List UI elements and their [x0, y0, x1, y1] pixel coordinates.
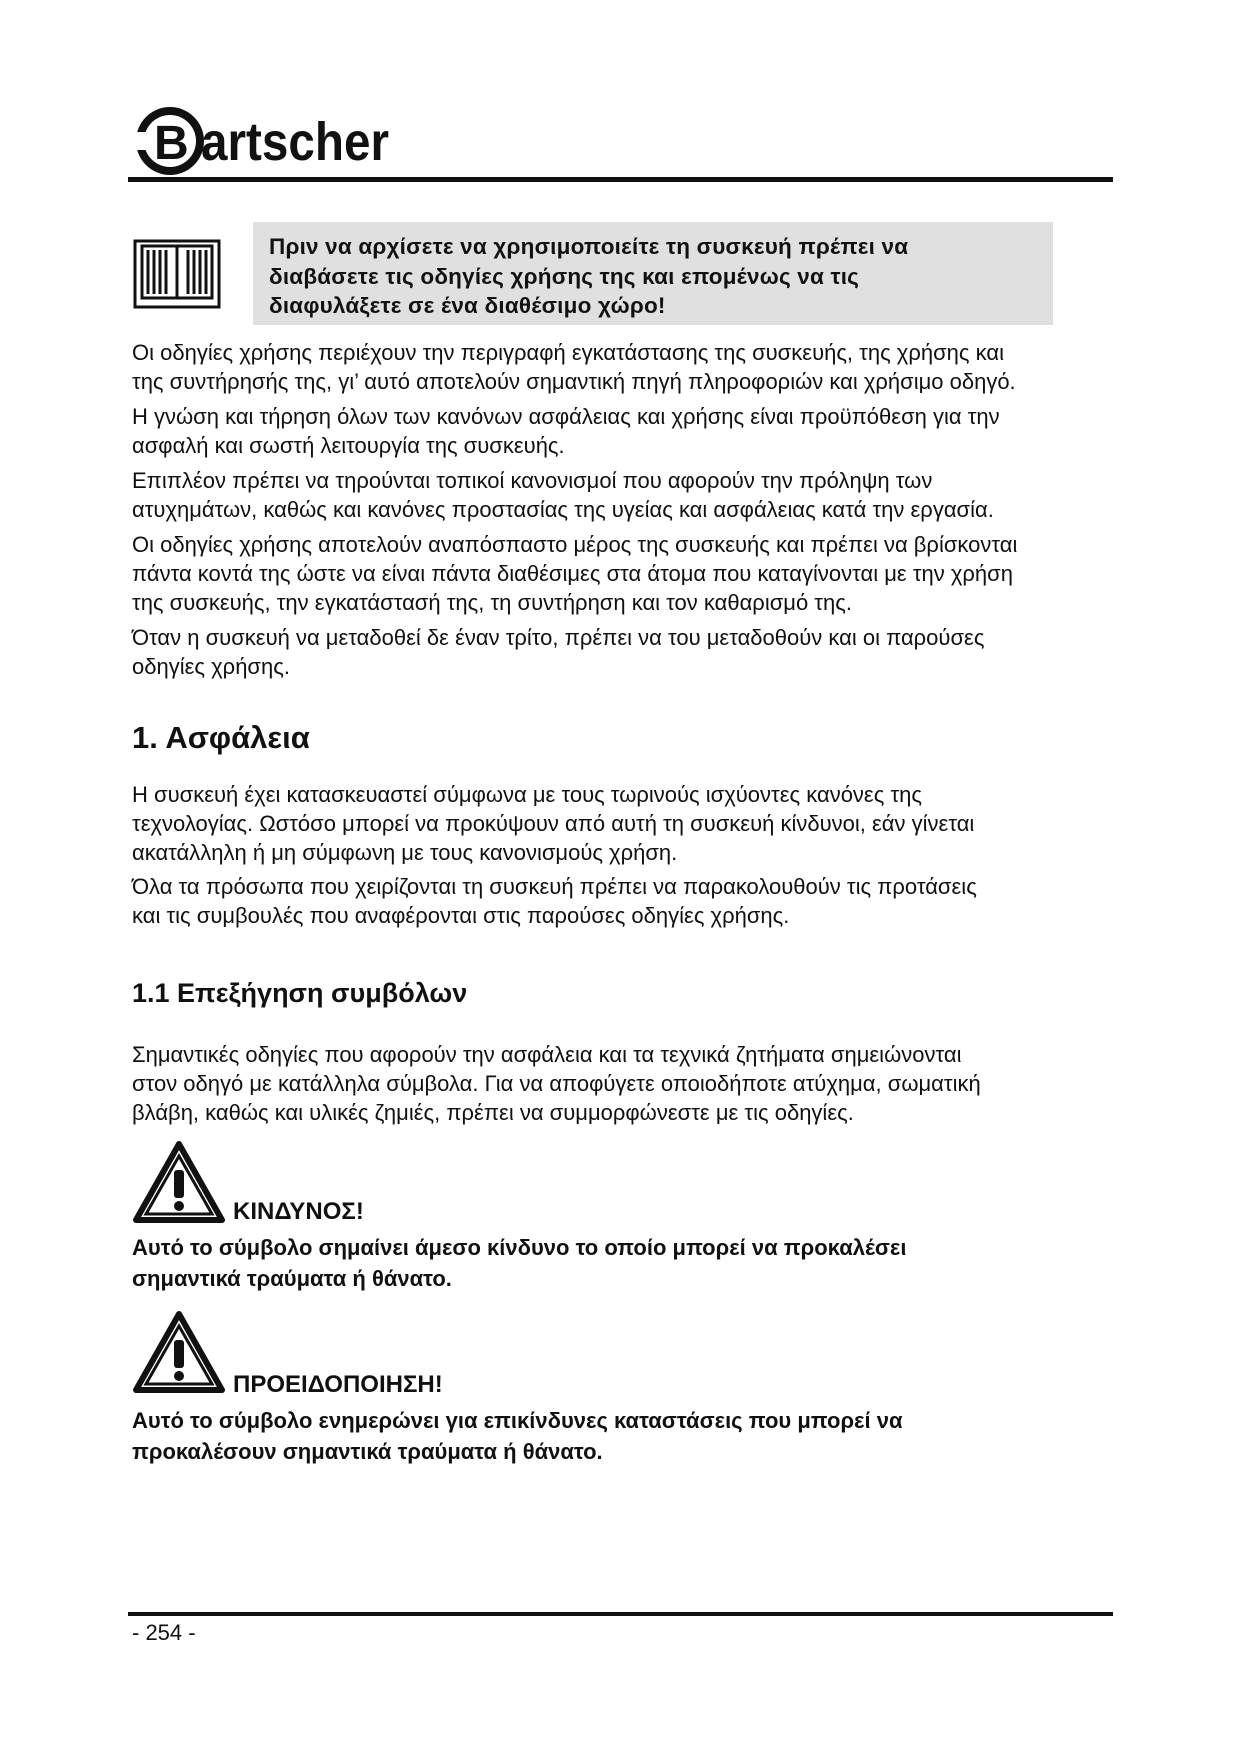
- notice-line: Πριν να αρχίσετε να χρησιμοποιείτε τη συσκευή πρέπει να: [269, 234, 909, 259]
- text-line: σημαντικά τραύματα ή θάνατο.: [132, 1266, 452, 1291]
- notice-line: διαβάσετε τις οδηγίες χρήσης της και επομένως να τις: [269, 263, 860, 289]
- text-line: Η γνώση και τήρηση όλων των κανόνων ασφάλειας και χρήσης είναι προϋπόθεση για την: [132, 404, 1000, 429]
- intro-paragraph-2: [132, 402, 1132, 460]
- intro-paragraph-5: [132, 623, 1132, 681]
- warning-title: ΠΡΟΕΙΔΟΠΟΙΗΣΗ!: [233, 1371, 443, 1398]
- header-rule: [128, 177, 1113, 182]
- danger-title: ΚΙΝΔΥΝΟΣ!: [233, 1198, 364, 1225]
- warning-triangle-icon: [133, 1140, 225, 1224]
- bartscher-logo: [134, 96, 394, 178]
- warning-description: [132, 1405, 1092, 1467]
- text-line: στον οδηγό με κατάλληλα σύμβολα. Για να αποφύγετε οποιοδήποτε ατύχημα, σωματική: [132, 1071, 981, 1096]
- notice-line: διαφυλάξετε σε ένα διαθέσιμο χώρο!: [269, 293, 666, 318]
- svg-text:B: B: [154, 117, 189, 170]
- section11-paragraph: [132, 1040, 1132, 1127]
- text-line: βλάβη, καθώς και υλικές ζημιές, πρέπει να συμμορφώνεστε με τις οδηγίες.: [132, 1100, 854, 1125]
- text-line: Σημαντικές οδηγίες που αφορούν την ασφάλεια και τα τεχνικά ζητήματα σημειώνονται: [132, 1042, 962, 1067]
- text-line: Όλα τα πρόσωπα που χειρίζονται τη συσκευή πρέπει να παρακολουθούν τις προτάσεις: [132, 874, 977, 899]
- read-instructions-notice: [253, 222, 1053, 325]
- danger-description: [132, 1232, 1092, 1294]
- text-line: ατυχημάτων, καθώς και κανόνες προστασίας της υγείας και ασφάλειας κατά την εργασία.: [132, 497, 994, 522]
- text-line: Αυτό το σύμβολο ενημερώνει για επικίνδυνες καταστάσεις που μπορεί να: [132, 1408, 903, 1433]
- warning-triangle-icon: [133, 1310, 225, 1394]
- intro-paragraph-3: [132, 466, 1132, 524]
- footer-rule: [128, 1612, 1113, 1616]
- section-heading: 1. Ασφάλεια: [132, 720, 310, 755]
- text-line: Οι οδηγίες χρήσης αποτελούν αναπόσπαστο μέρος της συσκευής και πρέπει να βρίσκονται: [132, 532, 1018, 557]
- text-line: Επιπλέον πρέπει να τηρούνται τοπικοί κανονισμοί που αφορούν την πρόληψη των: [132, 468, 933, 493]
- text-line: ακατάλληλη ή μη σύμφωνη με τους κανονισμούς χρήση.: [132, 840, 678, 865]
- svg-text:artscher: artscher: [201, 112, 389, 172]
- text-line: Οι οδηγίες χρήσης περιέχουν την περιγραφή εγκατάστασης της συσκευής, της χρήσης και: [132, 340, 1004, 365]
- intro-paragraph-4: [132, 530, 1132, 617]
- subsection-heading: 1.1 Επεξήγηση συμβόλων: [132, 978, 468, 1008]
- page-number: - 254 -: [132, 1620, 196, 1645]
- text-line: προκαλέσουν σημαντικά τραύματα ή θάνατο.: [132, 1439, 603, 1464]
- text-line: Η συσκευή έχει κατασκευαστεί σύμφωνα με τους τωρινούς ισχύοντες κανόνες της: [132, 782, 922, 807]
- text-line: της συσκευής, την εγκατάστασή της, τη συντήρηση και τον καθαρισμό της.: [132, 590, 852, 615]
- text-line: της συντήρησής της, γι’ αυτό αποτελούν σημαντική πηγή πληροφοριών και χρήσιμο οδηγό.: [132, 369, 1016, 394]
- text-line: και τις συμβουλές που αναφέρονται στις παρούσες οδηγίες χρήσης.: [132, 903, 790, 928]
- text-line: Αυτό το σύμβολο σημαίνει άμεσο κίνδυνο το οποίο μπορεί να προκαλέσει: [132, 1235, 907, 1260]
- book-icon: [132, 236, 222, 312]
- text-line: τεχνολογίας. Ωστόσο μπορεί να προκύψουν από αυτή τη συσκευή κίνδυνοι, εάν γίνεται: [132, 811, 975, 836]
- section1-paragraph-1: [132, 780, 1132, 867]
- text-line: οδηγίες χρήσης.: [132, 654, 290, 679]
- text-line: πάντα κοντά της ώστε να είναι πάντα διαθέσιμες στα άτομα που καταγίνονται με την χρήση: [132, 561, 1013, 586]
- section1-paragraph-2: [132, 872, 1132, 930]
- intro-paragraph-1: [132, 338, 1132, 396]
- text-line: ασφαλή και σωστή λειτουργία της συσκευής.: [132, 433, 565, 458]
- text-line: Όταν η συσκευή να μεταδοθεί δε έναν τρίτο, πρέπει να του μεταδοθούν και οι παρούσες: [132, 625, 985, 650]
